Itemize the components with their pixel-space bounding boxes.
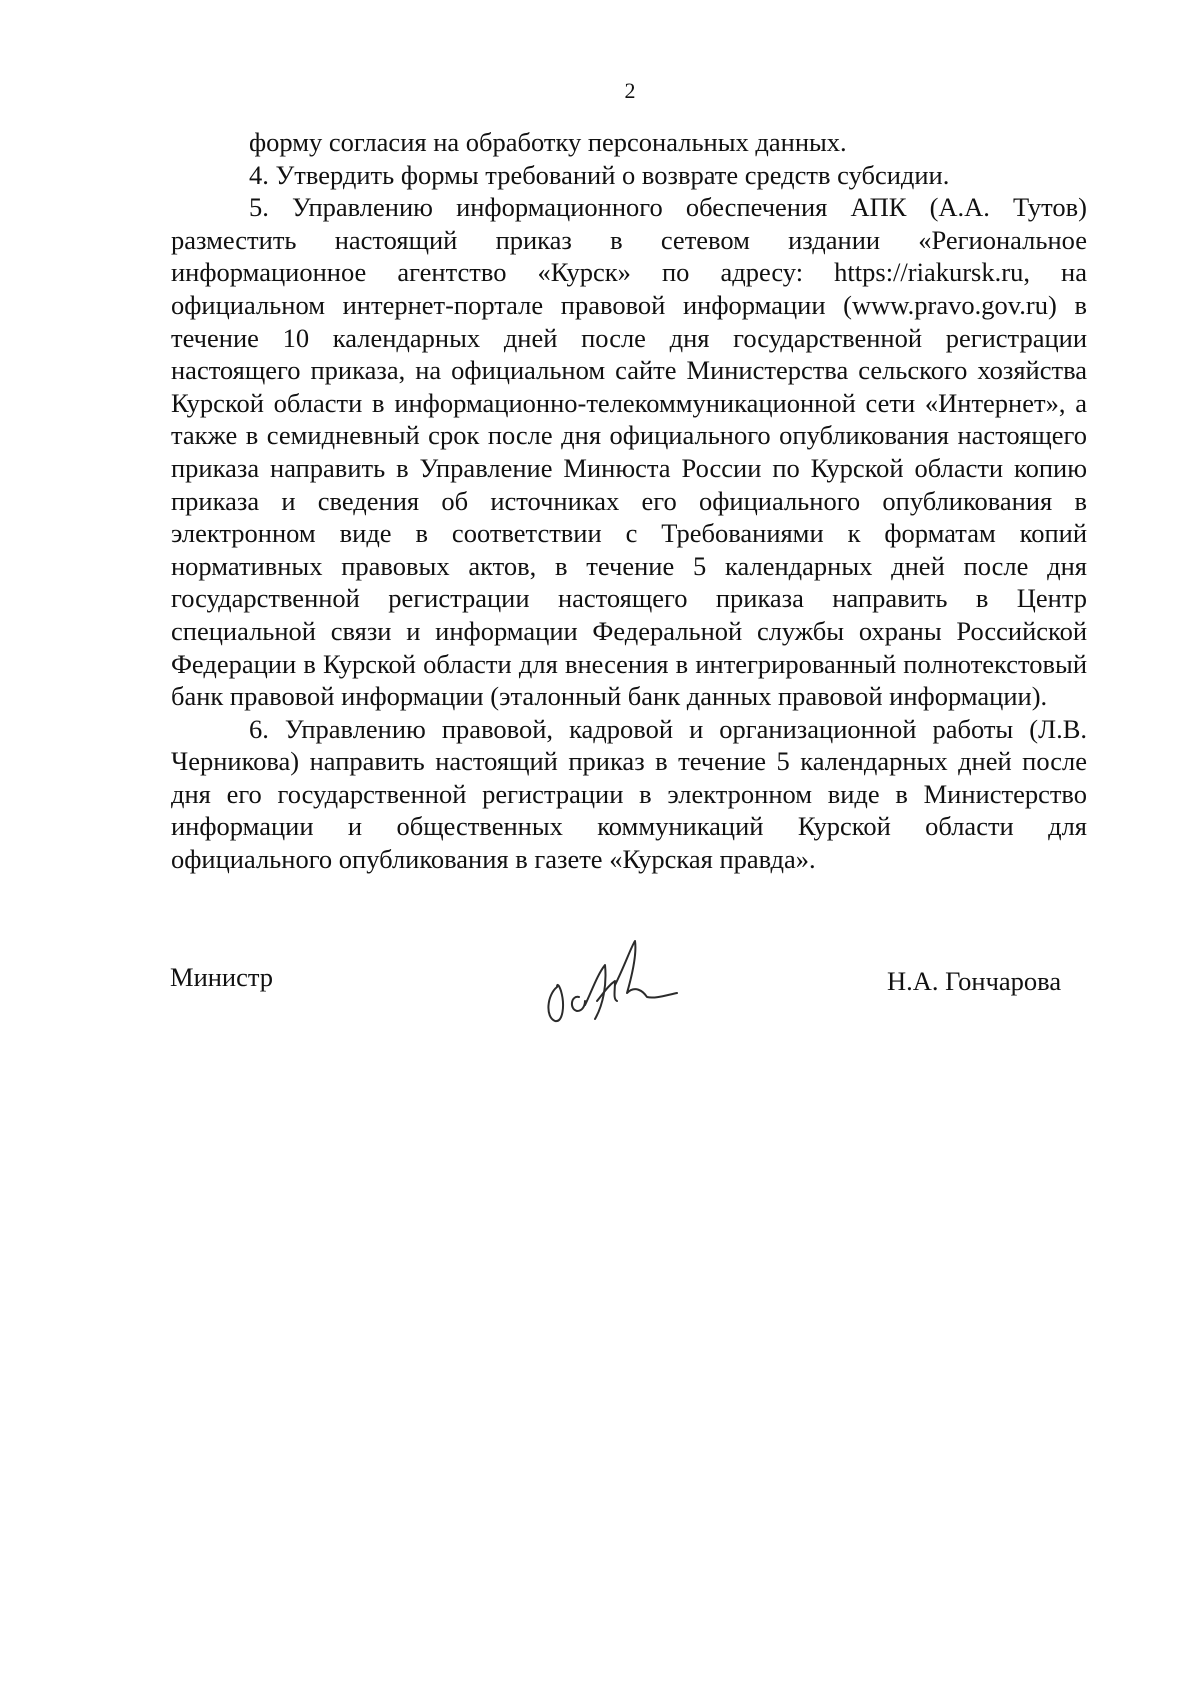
document-body [171,126,1087,876]
signatory-name: Н.А. Гончарова [887,966,1062,996]
handwritten-signature-icon [535,935,685,1035]
paragraph-continuation: форму согласия на обработку персональных данных. [249,127,847,157]
page-number: 2 [624,78,636,103]
paragraph-item-4: 4. Утвердить формы требований о возврате средств субсидии. [249,159,950,190]
paragraph-item-6: 6. Управлению правовой, кадровой и организационной работы (Л.В. Черникова) направить настоящий приказ в течение 5 календарных дней после дня его государственной регистрации в электронном виде в Министерство информации и общественных коммуникаций Курской области для официального опубликования в газете «Курская правда». [171,713,1087,875]
paragraph-item-5: 5. Управлению информационного обеспечения АПК (А.А. Тутов) разместить настоящий приказ в сетевом издании «Региональное информационное агентство «Курск» по адресу: https://riakursk.ru, на официальном интернет-портале правовой информации (www.pravo.gov.ru) в течение 10 календарных дней после дня государственной регистрации настоящего приказа, на официальном сайте Министерства сельского хозяйства Курской области в информационно-телекоммуникационной сети «Интернет», а также в семидневный срок после дня официального опубликования настоящего приказа направить в Управление Минюста России по Курской области копию приказа и сведения об источниках его официального опубликования в электронном виде в соответствии с Требованиями к форматам копий нормативных правовых актов, в течение 5 календарных дней после дня государственной регистрации настоящего приказа направить в Центр специальной связи и информации Федеральной службы охраны Российской Федерации в Курской области для внесения в интегрированный полнотекстовый банк правовой информации (эталонный банк данных правовой информации). [171,192,1087,712]
signatory-title: Министр [170,962,274,992]
